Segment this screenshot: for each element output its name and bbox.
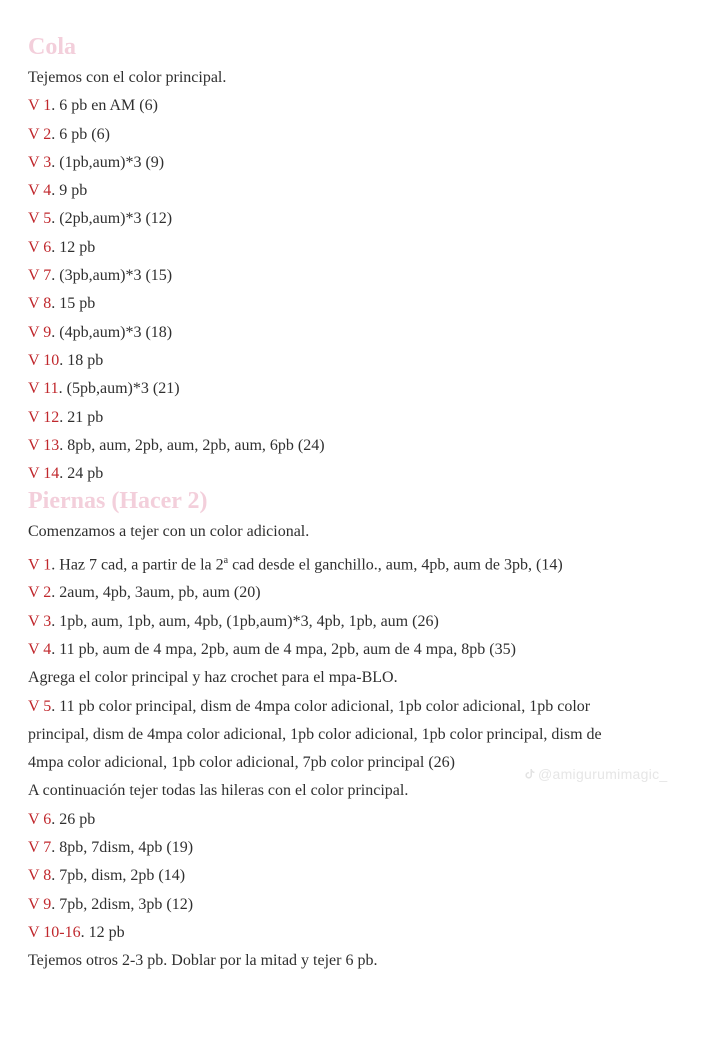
row-item	[28, 636, 690, 664]
row-item	[28, 205, 690, 233]
row-item	[28, 891, 690, 919]
row-text: . 11 pb, aum de 4 mpa, 2pb, aum de 4 mpa, 2pb, aum de 4 mpa, 8pb (35)	[51, 640, 516, 658]
row-item	[28, 432, 690, 460]
section-title-cola: Cola	[28, 34, 76, 60]
watermark-text: @amigurumimagic_	[538, 766, 668, 782]
watermark	[524, 766, 668, 782]
row-item	[28, 234, 690, 262]
row-item	[28, 347, 690, 375]
row-item	[28, 375, 690, 403]
row-text: . 6 pb en AM (6)	[51, 97, 158, 115]
row-label: V 7	[28, 839, 52, 857]
row-item	[28, 579, 690, 607]
row-text-cont: cad desde el ganchillo., aum, 4pb, aum de 3pb, (14)	[228, 556, 563, 574]
row-item	[28, 149, 690, 177]
row-label: V 10	[28, 351, 60, 369]
row-item	[28, 919, 690, 947]
row-label: V 3	[28, 153, 52, 171]
row-text: . 24 pb	[59, 465, 104, 483]
row-text: . (3pb,aum)*3 (15)	[51, 267, 173, 285]
row-label: V 9	[28, 323, 52, 341]
row-label: V 3	[28, 612, 52, 630]
row-text: . 26 pb	[51, 810, 96, 828]
note-text: A continuación tejer todas las hileras con el color principal.	[28, 782, 409, 800]
row-label: V 11	[28, 380, 59, 398]
row-text: . 11 pb color principal, dism de 4mpa color adicional, 1pb color adicional, 1pb color	[51, 697, 591, 715]
row-label: V 12	[28, 408, 60, 426]
row-text: . 15 pb	[51, 295, 96, 313]
row-item	[28, 290, 690, 318]
row-item	[28, 608, 690, 636]
row-text: . 12 pb	[80, 923, 125, 941]
row-text: . 1pb, aum, 1pb, aum, 4pb, (1pb,aum)*3, 4pb, 1pb, aum (26)	[51, 612, 439, 630]
row-label: V 8	[28, 867, 52, 885]
row-item	[28, 862, 690, 890]
row-label: V 4	[28, 182, 52, 200]
row-label: V 1	[28, 556, 52, 574]
row-text: . 2aum, 4pb, 3aum, pb, aum (20)	[51, 584, 261, 602]
row-text-continued: 4mpa color adicional, 1pb color adicional, 7pb color principal (26)	[28, 754, 455, 772]
row-text: . 12 pb	[51, 238, 96, 256]
row-label: V 4	[28, 640, 52, 658]
intro-text: Tejemos con el color principal.	[28, 69, 227, 86]
cola-rows	[28, 92, 690, 488]
row-label: V 2	[28, 125, 52, 143]
row-label: V 5	[28, 697, 52, 715]
row-label: V 10-16	[28, 923, 81, 941]
row-label: V 14	[28, 465, 60, 483]
note-text: Agrega el color principal y haz crochet para el mpa-BLO.	[28, 669, 398, 687]
row-text: . (2pb,aum)*3 (12)	[51, 210, 173, 228]
row-label: V 9	[28, 895, 52, 913]
row-text: . 7pb, dism, 2pb (14)	[51, 867, 186, 885]
row-item	[28, 92, 690, 120]
row-label: V 6	[28, 810, 52, 828]
row-label: V 1	[28, 97, 52, 115]
row-item	[28, 693, 690, 721]
row-text: . (1pb,aum)*3 (9)	[51, 153, 165, 171]
outro-text: Tejemos otros 2-3 pb. Doblar por la mitad y tejer 6 pb.	[28, 952, 378, 970]
intro-text: Comenzamos a tejer con un color adicional.	[28, 523, 310, 541]
row-text: . 18 pb	[59, 351, 104, 369]
piernas-rows	[28, 547, 690, 976]
row-item	[28, 121, 690, 149]
row-item	[28, 177, 690, 205]
row-label: V 2	[28, 584, 52, 602]
row-text: . (5pb,aum)*3 (21)	[58, 380, 180, 398]
row-text: . 9 pb	[51, 182, 88, 200]
row-label: V 5	[28, 210, 52, 228]
ordinal-superscript: a	[223, 554, 229, 566]
tiktok-icon	[524, 768, 536, 780]
row-text-continued: principal, dism de 4mpa color adicional, 1pb color adicional, 1pb color principal, dism de	[28, 725, 602, 743]
row-text: . 6 pb (6)	[51, 125, 110, 143]
row-item	[28, 404, 690, 432]
row-item	[28, 319, 690, 347]
row-text: . (4pb,aum)*3 (18)	[51, 323, 173, 341]
row-text: . 21 pb	[59, 408, 104, 426]
row-item	[28, 834, 690, 862]
row-label: V 8	[28, 295, 52, 313]
row-label: V 7	[28, 267, 52, 285]
section-title-piernas: Piernas (Hacer 2)	[28, 488, 208, 515]
row-item	[28, 547, 690, 580]
row-item	[28, 262, 690, 290]
row-label: V 6	[28, 238, 52, 256]
row-text: . 8pb, aum, 2pb, aum, 2pb, aum, 6pb (24)	[59, 436, 325, 454]
row-text: . 7pb, 2dism, 3pb (12)	[51, 895, 194, 913]
row-text: . Haz 7 cad, a partir de la 2	[51, 556, 224, 574]
row-label: V 13	[28, 436, 60, 454]
row-text: . 8pb, 7dism, 4pb (19)	[51, 839, 194, 857]
row-item	[28, 806, 690, 834]
